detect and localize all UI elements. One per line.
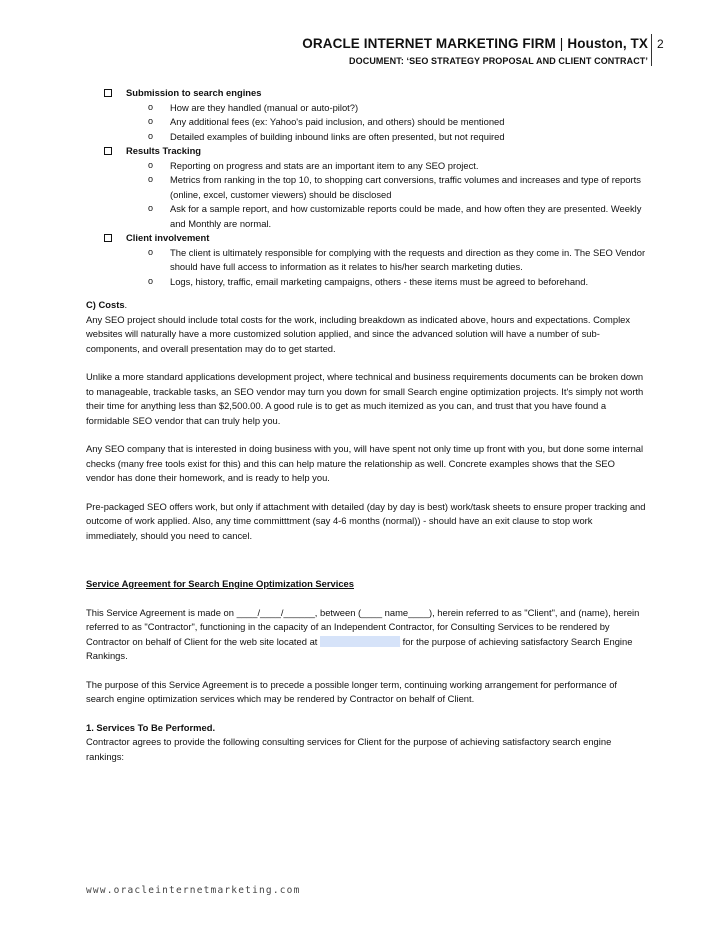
- section-items: [126, 246, 646, 290]
- footer-url: www.oracleinternetmarketing.com: [86, 885, 301, 896]
- costs-paragraph: Unlike a more standard applications development project, where technical and business requirements documents can be broken down to manageable, trackable tasks, an SEO vendor may turn you down for small Search engine optimization projects. It's simply not worth their time for anything less than $2,500.00. A good rule is to get as much itemized as you can, and trust that you have found a formidable SEO vendor that can truly help you.: [86, 371, 644, 426]
- agreement-title: Service Agreement for Search Engine Optimization Services: [86, 578, 354, 589]
- section-items: [126, 159, 646, 232]
- costs-paragraph: Any SEO project should include total costs for the work, including breakdown as indicated above, hours and expectations. Complex websites will naturally have a more customized solution applied, and since the advanced solution will have a number of sub-components, and overall presentation may do to get started.: [86, 313, 631, 354]
- agreement-text: for the purpose of achieving satisfactory Search Engine Rankings.: [86, 635, 633, 661]
- agreement-paragraph: [86, 606, 646, 664]
- services-paragraph: Contractor agrees to provide the following consulting services for Client for the purpose of achieving satisfactory search engine rankings:: [86, 736, 612, 762]
- page-number: 2: [657, 37, 664, 51]
- list-item: o Reporting on progress and stats are an important item to any SEO project.: [170, 159, 646, 174]
- list-item: o Logs, history, traffic, email marketing campaigns, others - these items must be agreed to beforehand.: [170, 275, 646, 290]
- page-header: [302, 36, 648, 66]
- header-divider: [651, 34, 652, 66]
- section-heading: Submission to search engines: [126, 86, 646, 101]
- section-heading: Client involvement: [126, 231, 646, 246]
- section-items: [126, 101, 646, 145]
- header-separator: |: [559, 36, 564, 51]
- agreement-text: This Service Agreement is made on ____/____/______, between (____ name____), herein referred to as "Client", and (name), herein referred to as "Contractor", functioning in the capacity of an Independent Contractor, for Consulting Services to be rendered by Contractor on behalf of Client for the web site located at: [86, 606, 640, 647]
- section-submission: [86, 86, 646, 144]
- list-item: o Detailed examples of building inbound links are often presented, but not required: [170, 130, 646, 145]
- company-location: Houston, TX: [567, 36, 648, 51]
- services-heading: 1. Services To Be Performed.: [86, 721, 216, 733]
- header-title: [302, 36, 648, 51]
- section-client-involvement: [86, 231, 646, 289]
- list-item: o The client is ultimately responsible for complying with the requests and direction as they come in. The SEO Vendor should have full access to information as it relates to his/her search marketing duties.: [170, 246, 646, 275]
- costs-heading-text: C) Costs: [86, 299, 125, 310]
- list-item: o Metrics from ranking in the top 10, to shopping cart conversions, traffic volumes and increases and type of reports (online, excel, customer viewers) should be disclosed: [170, 173, 646, 202]
- costs-heading: [86, 298, 646, 313]
- section-heading: Results Tracking: [126, 144, 646, 159]
- costs-paragraph: Pre-packaged SEO offers work, but only if attachment with detailed (day by day is best) work/task sheets to ensure proper tracking and outcome of work applied. Also, any time committtment (say 4-6 months (normal)) - should have an exit clause to stop work immediately, should you need to cancel.: [86, 500, 646, 541]
- redacted-url: [320, 636, 400, 647]
- section-results-tracking: [86, 144, 646, 231]
- list-item: o How are they handled (manual or auto-pilot?): [170, 101, 646, 116]
- agreement-paragraph: The purpose of this Service Agreement is to precede a possible longer term, continuing working arrangement for performance of search engine optimization services which may be rendered by Contractor on behalf of Client.: [86, 678, 618, 704]
- company-name: ORACLE INTERNET MARKETING FIRM: [302, 36, 556, 51]
- list-item: o Any additional fees (ex: Yahoo's paid inclusion, and others) should be mentioned: [170, 115, 646, 130]
- page-content: [86, 86, 646, 778]
- list-item: o Ask for a sample report, and how customizable reports could be made, and how often they are presented. Weekly and Monthly are normal.: [170, 202, 646, 231]
- document-title: DOCUMENT: ‘SEO STRATEGY PROPOSAL AND CLIENT CONTRACT’: [349, 56, 648, 66]
- costs-paragraph: Any SEO company that is interested in doing business with you, will have spent not only time up front with you, but done some internal checks (many free tools exist for this) and this can help mature the relationship as well. Concrete examples shows that the SEO vendor has done their homework, and is ready to help you.: [86, 443, 644, 483]
- costs-heading-punct: .: [124, 299, 128, 310]
